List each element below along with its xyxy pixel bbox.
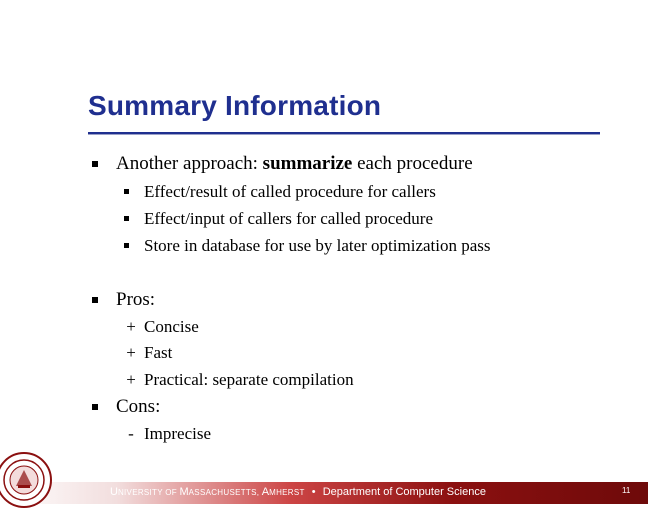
pros-label: Pros:: [116, 289, 156, 310]
bullet-square-icon: [92, 297, 98, 303]
plus-mark: +: [126, 343, 136, 362]
sub-bullet-text: Store in database for use by later optimization pass: [144, 236, 491, 255]
cons-label: Cons:: [116, 396, 161, 417]
bullet-square-icon: [92, 404, 98, 410]
title-underline-shadow: [88, 134, 600, 135]
approach-bold: summarize: [262, 153, 353, 174]
sub-bullet-text: Effect/input of callers for called procedure: [144, 209, 434, 228]
pros-item-text: Practical: separate compilation: [144, 370, 354, 389]
pros-item-text: Concise: [144, 317, 199, 336]
bullet-square-icon: [124, 189, 129, 194]
minus-mark: -: [128, 424, 134, 443]
slide-title: Summary Information: [88, 90, 382, 121]
footer-separator: •: [311, 486, 316, 498]
plus-mark: +: [126, 317, 136, 336]
approach-suffix: each procedure: [352, 153, 473, 174]
bullet-square-icon: [124, 243, 129, 248]
bullet-square-icon: [124, 216, 129, 221]
sub-bullet-text: Effect/result of called procedure for callers: [144, 182, 436, 201]
footer-department: Department of Computer Science: [322, 486, 486, 498]
bullet-square-icon: [92, 161, 98, 167]
plus-mark: +: [126, 370, 136, 389]
footer-text: UNIVERSITY OF MASSACHUSETTS, AMHERST • Department of Computer Science: [110, 486, 486, 498]
pros-item-text: Fast: [144, 343, 173, 362]
approach-prefix: Another approach:: [116, 153, 263, 174]
cons-item-text: Imprecise: [144, 424, 212, 443]
university-seal-icon: [0, 452, 52, 508]
page-number: 11: [622, 486, 631, 495]
